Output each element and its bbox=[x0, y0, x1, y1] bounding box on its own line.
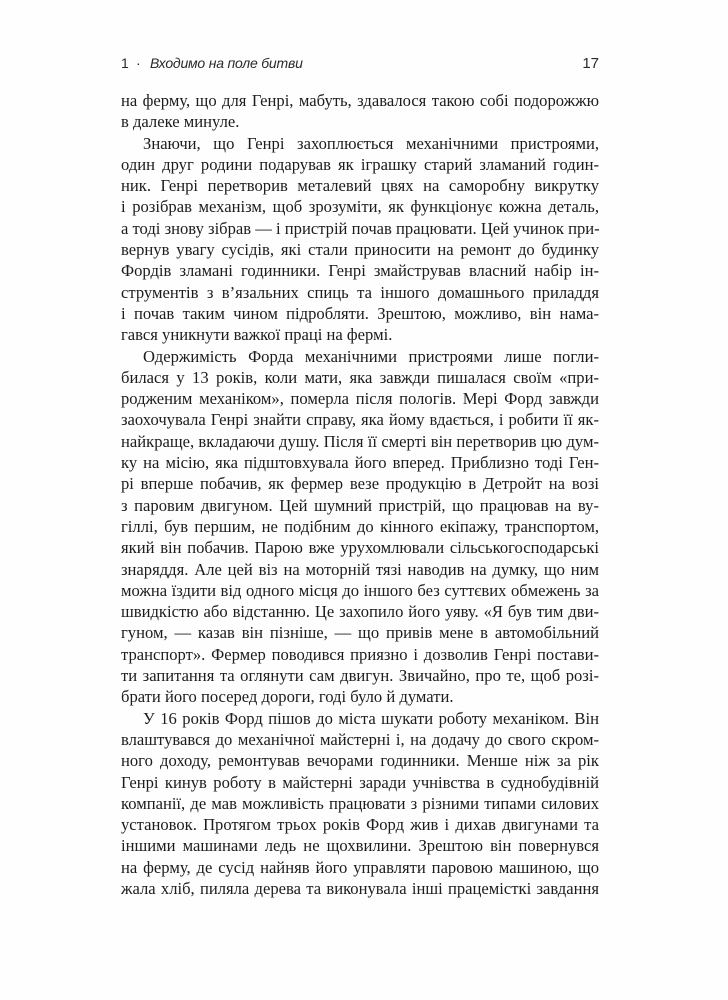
text-line: на ферму, де сусід найняв його управляти паровою машиною, що bbox=[121, 857, 599, 877]
text-line: можна їздити від одного місця до іншого без суттєвих обмежень за bbox=[121, 580, 599, 600]
text-line: компанії, де мав можливість працювати з різними типами силових bbox=[121, 793, 599, 813]
paragraph-first-line: Знаючи, що Генрі захоплюється механічними пристроями, bbox=[143, 133, 599, 153]
text-line: ти запитання та оглянути сам двигун. Звичайно, про те, щоб розі- bbox=[121, 666, 599, 686]
text-line: гуном, — казав він пізніше, — що привів мене в автомобільний bbox=[121, 623, 599, 643]
text-line: установок. Протягом трьох років Форд жив і дихав двигунами та bbox=[121, 815, 599, 835]
text-line: і почав таким чином підробляти. Зрештою, можливо, він нама- bbox=[121, 303, 599, 323]
text-line: брати його посеред дороги, годі було й думати. bbox=[121, 687, 454, 707]
text-line: струментів з в’язальних спиць та іншого домашнього приладдя bbox=[121, 282, 599, 302]
paragraph-first-line: Одержимість Форда механічними пристроями лише погли- bbox=[143, 346, 599, 366]
text-line: вернув увагу сусідів, які стали приносити на ремонт до будинку bbox=[121, 240, 599, 260]
text-line: родженим механіком», померла після пологів. Мері Форд завжди bbox=[121, 389, 599, 409]
page-number: 17 bbox=[582, 55, 599, 72]
text-line: гався уникнути важкої праці на фермі. bbox=[121, 325, 393, 345]
text-line: заохочувала Генрі знайти справу, яка йому вдається, і робити її як- bbox=[121, 410, 599, 430]
chapter-number: 1 bbox=[121, 55, 129, 71]
text-line: Фордів зламані годинники. Генрі змайстрував власний набір ін- bbox=[121, 261, 599, 281]
running-header bbox=[121, 55, 599, 75]
text-line: найкраще, вкладаючи душу. Після її смерті він перетворив цю дум- bbox=[121, 431, 599, 451]
text-line: один друг родини подарував як іграшку старий зламаний годин- bbox=[121, 154, 599, 174]
text-line: швидкістю або відстанню. Це захопило його уяву. «Я був тим дви- bbox=[121, 602, 599, 622]
text-line: транспорт». Фермер поводився приязно і дозволив Генрі постави- bbox=[121, 644, 599, 664]
text-line: ного доходу, ремонтував вечорами годинники. Менше ніж за рік bbox=[121, 751, 599, 771]
text-line: гіллі, був першим, не подібним до кінного екіпажу, транспортом, bbox=[121, 516, 599, 536]
header-separator: · bbox=[136, 55, 141, 71]
text-line: на ферму, що для Генрі, мабуть, здавалося такою собі подорожжю bbox=[121, 91, 599, 110]
text-line: і розібрав механізм, щоб зрозуміти, як функціонує кожна деталь, bbox=[121, 197, 599, 217]
text-line: билася у 13 років, коли мати, яка завжди пишалася своїм «при- bbox=[121, 367, 599, 387]
text-line: рі вперше побачив, як фермер везе продукцію в Детройт на возі bbox=[121, 474, 599, 494]
text-line: ник. Генрі перетворив металевий цвях на саморобну викрутку bbox=[121, 176, 599, 196]
text-line: ку на місію, яка підштовхувала його вперед. Приблизно тоді Ген- bbox=[121, 453, 599, 473]
text-line: Генрі кинув роботу в майстерні заради учнівства в суднобудівній bbox=[121, 772, 599, 792]
text-line: в далеке минуле. bbox=[121, 112, 240, 132]
text-line: іншими машинами ледь не щохвилини. Зрештою він повернувся bbox=[121, 836, 599, 856]
text-line: який він побачив. Парою вже урухомлювали сільськогосподарські bbox=[121, 538, 599, 558]
text-line: жала хліб, пиляла дерева та виконувала інші працемісткі завдання bbox=[121, 878, 599, 898]
text-line: з паровим двигуном. Цей шумний пристрій, що працював на ву- bbox=[121, 495, 599, 515]
text-line: а тоді знову зібрав — і пристрій почав працювати. Цей учинок при- bbox=[121, 218, 600, 238]
paragraph-first-line: У 16 років Форд пішов до міста шукати роботу механіком. Він bbox=[143, 708, 599, 728]
body-text bbox=[121, 90, 599, 899]
text-line: знаряддя. Але цей віз на моторній тязі наводив на думку, що ним bbox=[121, 559, 599, 579]
text-line: влаштувався до механічної майстерні і, на додачу до свого скром- bbox=[121, 729, 599, 749]
running-title: Входимо на поле битви bbox=[150, 55, 303, 71]
